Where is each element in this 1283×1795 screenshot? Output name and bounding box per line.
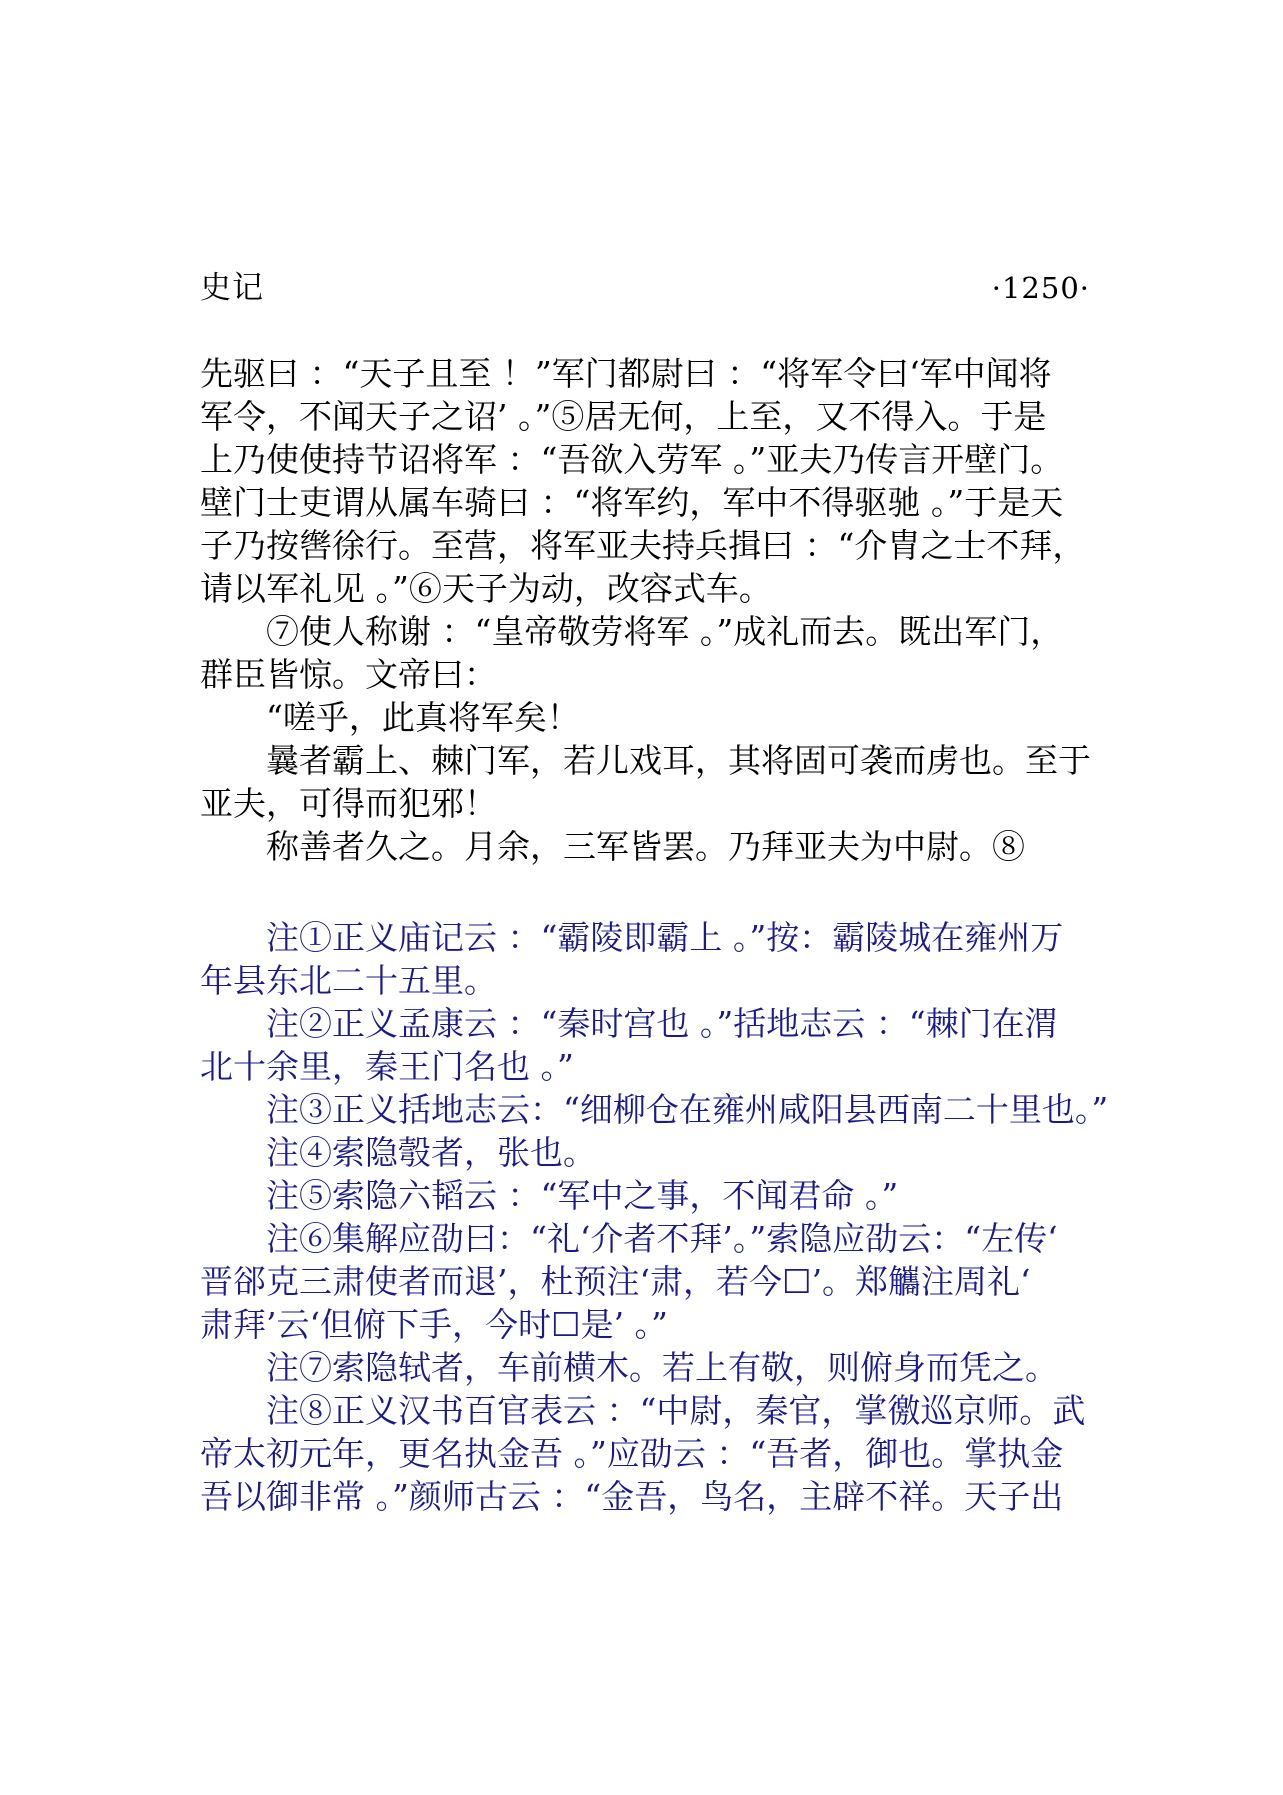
text-line: 上乃使使持节诏将军 ：“吾欲入劳军 。”亚夫乃传言开壁门。 [200, 440, 1064, 479]
main-text [200, 352, 1090, 868]
text-line: 称善者久之。月余，三军皆罢。乃拜亚夫为中尉。⑧ [266, 827, 1025, 866]
annotations [200, 916, 1109, 1518]
note-line: 注②正义孟康云 ：“秦时宫也 。”括地志云 ：“棘门在渭 [266, 1004, 1058, 1043]
note-line: 肃拜’云‘但俯下手，今时☐是’ 。” [200, 1305, 668, 1344]
text-line: “嗟乎，此真将军矣！ [266, 698, 580, 737]
text-line: 先驱曰 ：“天子且至 ！”军门都尉曰 ：“将军令曰‘军中闻将 [200, 354, 1052, 393]
book-title: 史记 [200, 270, 264, 306]
text-line: 群臣皆惊。文帝曰： [200, 655, 497, 694]
page-number: ·1250· [991, 271, 1090, 305]
text-line: 军令，不闻天子之诏’ 。”⑤居无何，上至，又不得入。于是 [200, 397, 1047, 436]
note-line: 注⑧正义汉书百官表云 ：“中尉，秦官，掌徼巡京师。武 [266, 1391, 1086, 1430]
text-line: 亚夫，可得而犯邪！ [200, 784, 497, 823]
note-line: 帝太初元年，更名执金吾 。”应劭云 ：“吾者，御也。掌执金 [200, 1434, 1064, 1473]
note-line: 吾以御非常 。”颜师古云 ：“金吾，鸟名，主辟不祥。天子出 [200, 1477, 1064, 1516]
text-line: 曩者霸上、棘门军，若儿戏耳，其将固可袭而虏也。至于 [266, 741, 1091, 780]
note-line: 注④索隐彀者，张也。 [266, 1133, 596, 1172]
note-line: 年县东北二十五里。 [200, 961, 497, 1000]
note-line: 注⑦索隐轼者，车前横木。若上有敬，则俯身而凭之。 [266, 1348, 1058, 1387]
text-line: ⑦使人称谢 ：“皇帝敬劳将军 。”成礼而去。既出军门， [266, 612, 1064, 651]
note-line: 北十余里，秦王门名也 。” [200, 1047, 574, 1086]
note-line: 注⑤索隐六韬云 ：“军中之事，不闻君命 。” [266, 1176, 899, 1215]
note-line: 注③正义括地志云：“细柳仓在雍州咸阳县西南二十里也。” [266, 1090, 1109, 1129]
note-line: 注①正义庙记云 ：“霸陵即霸上 。”按：霸陵城在雍州万 [266, 918, 1064, 957]
text-line: 请以军礼见 。”⑥天子为动，改容式车。 [200, 569, 772, 608]
page-header [200, 268, 1090, 308]
note-line: 注⑥集解应劭曰：“礼‘介者不拜’。”索隐应劭云：“左传‘ [266, 1219, 1058, 1258]
text-line: 壁门士吏谓从属车骑曰 ：“将军约，军中不得驱驰 。”于是天 [200, 483, 1064, 522]
text-line: 子乃按辔徐行。至营，将军亚夫持兵揖曰 ：“介胄之士不拜， [200, 526, 1086, 565]
note-line: 晋郤克三肃使者而退’，杜预注‘肃，若今☐’。郑觿注周礼‘ [200, 1262, 1031, 1301]
